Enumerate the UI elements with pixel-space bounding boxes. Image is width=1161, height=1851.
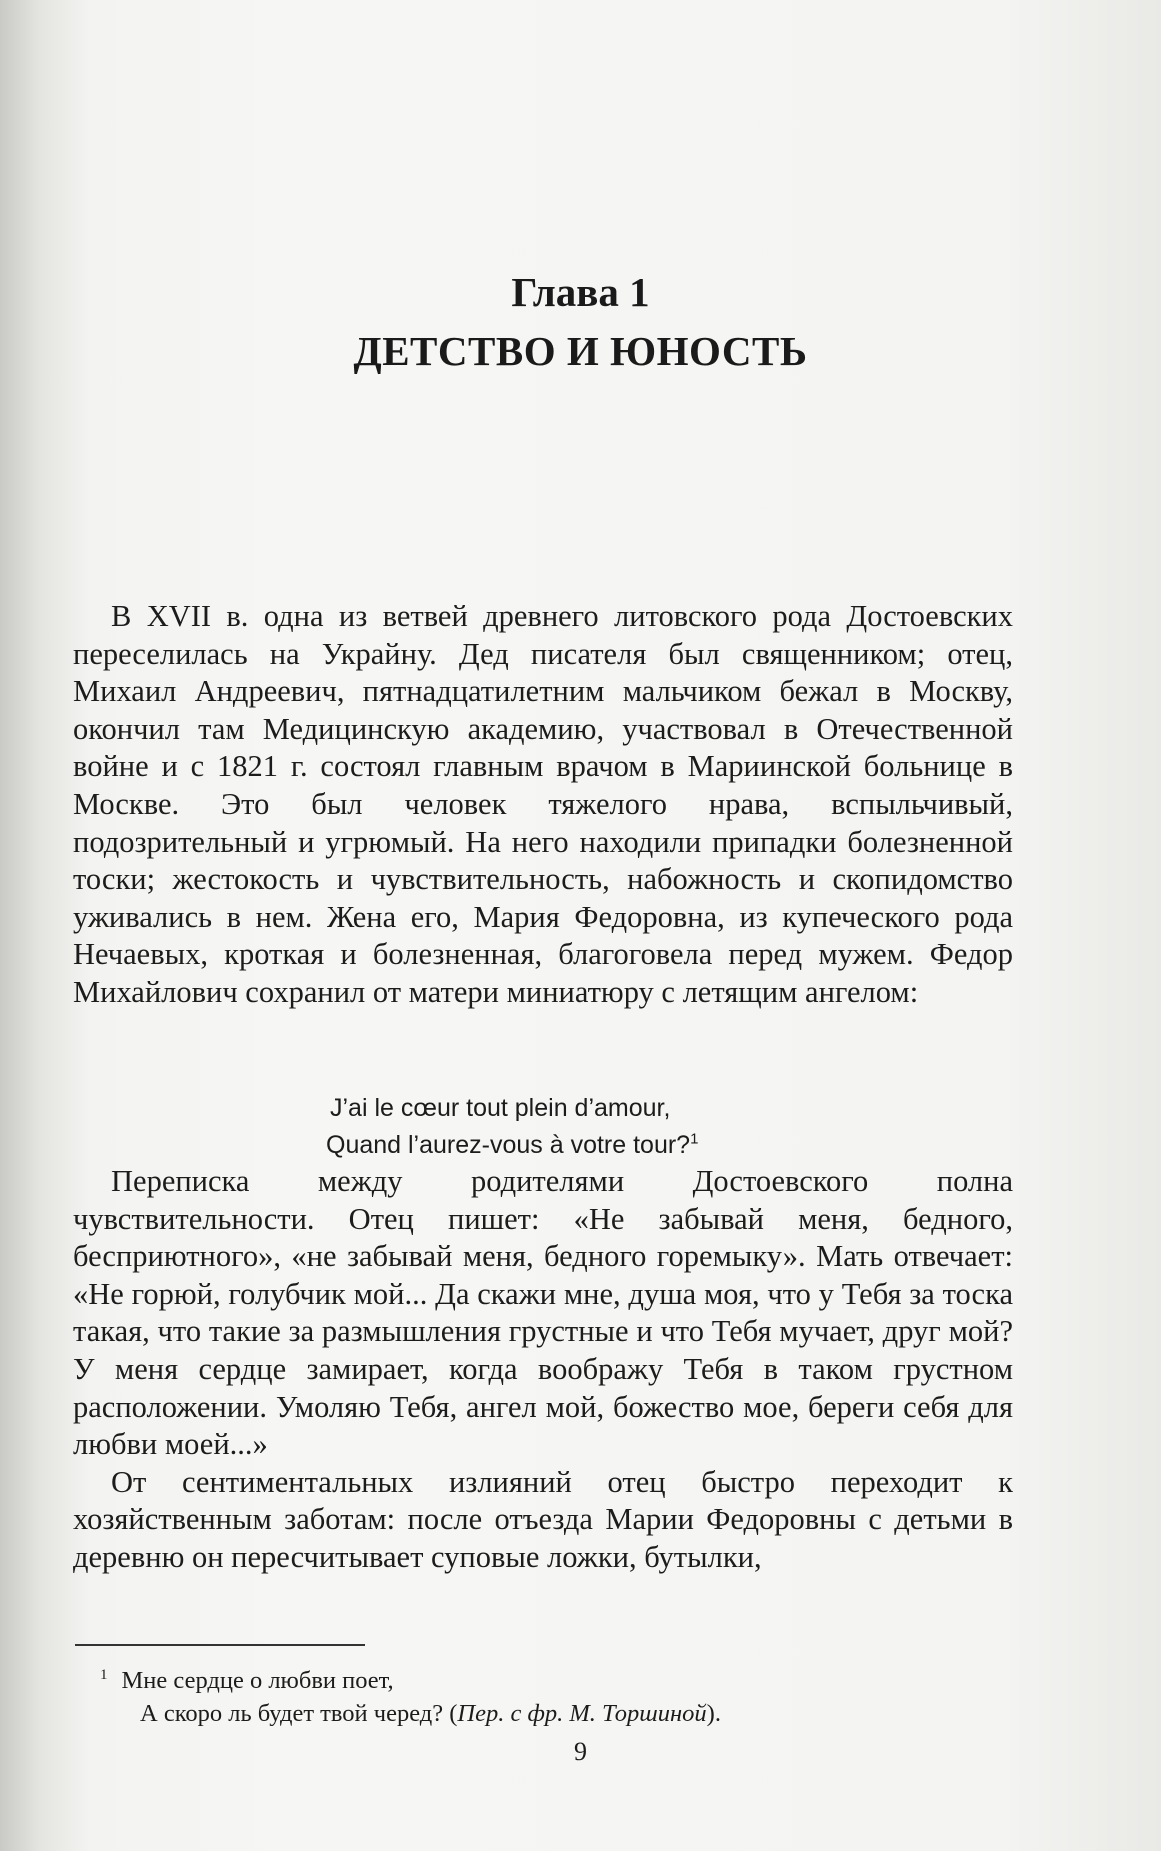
verse-line-2: Quand l’aurez-vous à votre tour?$^1$ — [326, 1130, 699, 1159]
body-text-top — [73, 598, 1013, 1012]
chapter-title: ДЕТСТВО И ЮНОСТЬ — [353, 328, 808, 374]
translator-credit: Пер. с фр. М. Торшиной — [457, 1700, 707, 1727]
paragraph-3: От сентиментальных излияний отец быстро переходит к хозяйственным заботам: после отъезда Марии Федоровны с детьми в деревню он пересчитывает суповые ложки, бутылки, — [73, 1464, 1013, 1574]
footnote — [100, 1664, 721, 1730]
body-text-bottom — [73, 1163, 1013, 1577]
footnote-divider — [75, 1644, 365, 1646]
chapter-number: Глава 1 — [511, 269, 650, 315]
epigraph-verse — [326, 1090, 699, 1164]
footnote-reference: 1 — [690, 1130, 699, 1148]
paragraph-2: Переписка между родителями Достоевского полна чувствительности. Отец пишет: «Не забывай меня, бедного, бесприютного», «не забывай меня, бедного горемыку». Мать отвечает: «Не горюй, голубчик мой... Да скажи мне, душа моя, что у Тебя за тоска такая, что такие за размышления грустные и что Тебя мучает, друг мой? У меня сердце замирает, когда воображу Тебя в таком грустном расположении. Умоляю Тебя, ангел мой, божество мое, береги себя для любви моей...» — [73, 1164, 1013, 1462]
footnote-line-1: $^1$ Мне сердце о любви поет, — [100, 1666, 394, 1694]
paragraph-1: В XVII в. одна из ветвей древнего литовского рода Достоевских переселилась на Украйну. Дед писателя был священником; отец, Михаил Андреевич, пятнадцатилетним мальчиком бежал в Москву, окончил там Медицинскую академию, участвовал в Отечественной войне и с 1821 г. состоял главным врачом в Мариинской больнице в Москве. Это был человек тяжелого нрава, вспыльчивый, подозрительный и угрюмый. На него находили припадки болезненной тоски; жестокость и чувствительность, набожность и скопидомство уживались в нем. Жена его, Мария Федоровна, из купеческого рода Нечаевых, кроткая и болезненная, благоговела перед мужем. Федор Михайлович сохранил от матери миниатюру с летящим ангелом: — [73, 599, 1013, 1009]
page-number: 9 — [574, 1737, 587, 1766]
footnote-mark: 1 — [100, 1666, 108, 1683]
footnote-line-2: А скоро ль будет твой черед? (Пер. с фр. М. Торшиной). — [140, 1700, 721, 1727]
verse-line-1: J’ai le cœur tout plein d’amour, — [330, 1094, 671, 1122]
